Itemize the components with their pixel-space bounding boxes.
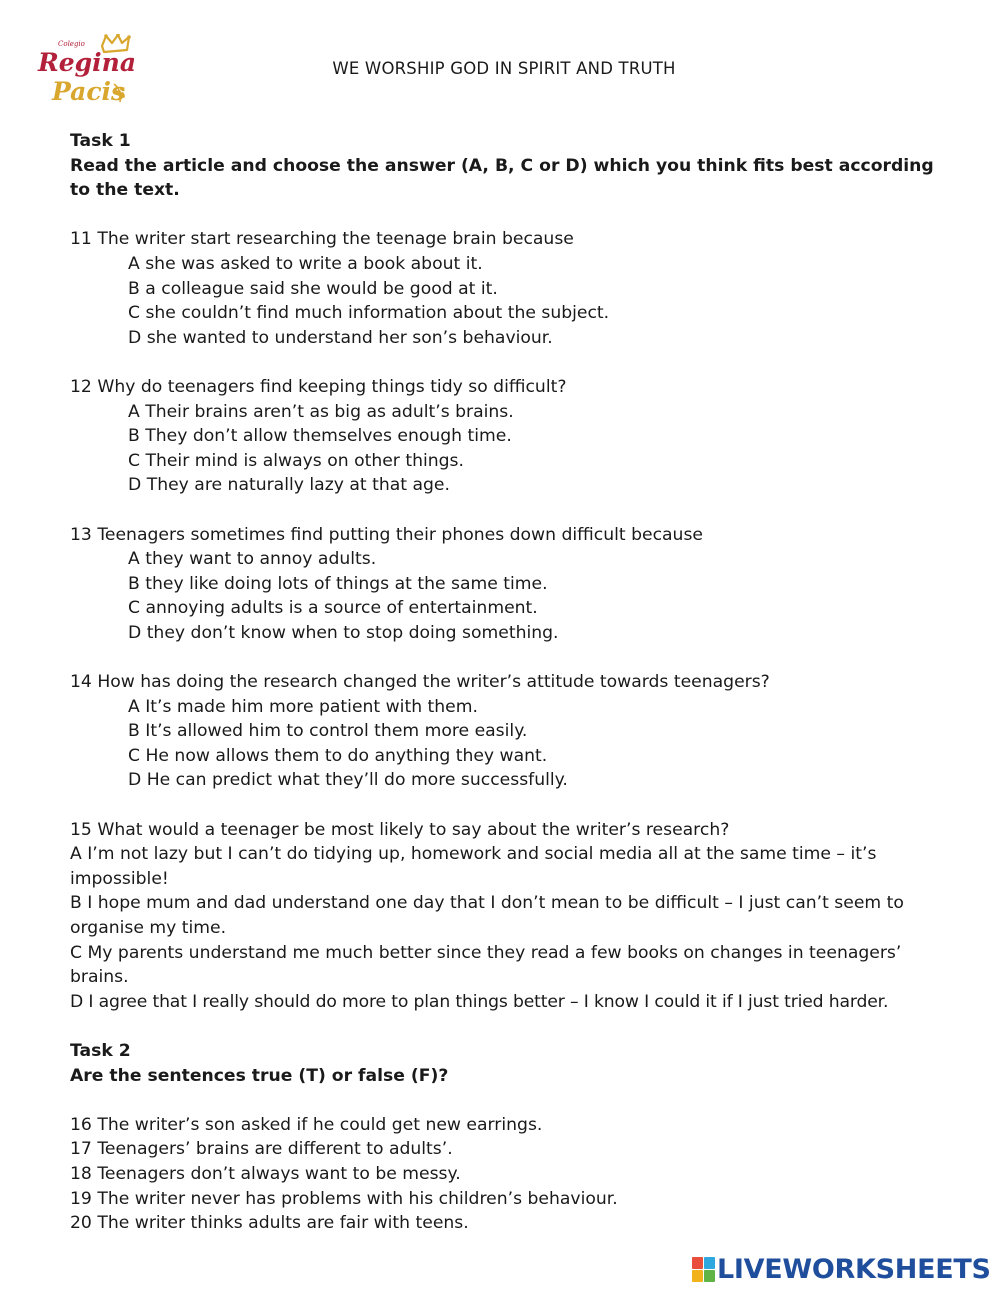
q12-option-a: A Their brains aren’t as big as adult’s brains. — [128, 401, 514, 422]
task1-instruction: Read the article and choose the answer (A, B, C or D) which you think fits best according to the text. — [70, 155, 934, 201]
q11-option-c: C she couldn’t find much information about the subject. — [128, 303, 610, 324]
q15-option-c: C My parents understand me much better since they read a few books on changes in teenagers’ brains. — [70, 942, 902, 988]
question-14: 14 How has doing the research changed the writer’s attitude towards teenagers? — [70, 672, 770, 693]
question-15: 15 What would a teenager be most likely to say about the writer’s research? — [70, 819, 730, 840]
liveworksheets-brand — [692, 1252, 991, 1286]
q11-option-d: D she wanted to understand her son’s behaviour. — [128, 327, 553, 348]
q13-option-a: A they want to annoy adults. — [128, 549, 377, 570]
q14-option-a: A It’s made him more patient with them. — [128, 696, 478, 717]
q14-option-b: B It’s allowed him to control them more easily. — [128, 721, 528, 742]
liveworksheets-wordmark: LIVEWORKSHEETS — [717, 1253, 991, 1285]
q12-option-d: D They are naturally lazy at that age. — [128, 475, 450, 496]
task1-title: Task 1 — [70, 131, 131, 151]
q13-option-c: C annoying adults is a source of entertainment. — [128, 598, 538, 619]
q13-option-b: B they like doing lots of things at the same time. — [128, 573, 548, 594]
task2-instruction: Are the sentences true (T) or false (F)? — [70, 1065, 449, 1086]
q11-option-b: B a colleague said she would be good at it. — [128, 278, 498, 299]
q15-option-a: A I’m not lazy but I can’t do tidying up, homework and social media all at the same time – it’s impossible! — [70, 844, 877, 889]
worksheet-content — [70, 129, 950, 1236]
statement-20: 20 The writer thinks adults are fair with teens. — [70, 1213, 469, 1234]
question-11: 11 The writer start researching the teenage brain because — [70, 229, 574, 250]
task2-title: Task 2 — [70, 1040, 131, 1061]
statement-16: 16 The writer’s son asked if he could get new earrings. — [70, 1114, 543, 1135]
statement-19: 19 The writer never has problems with his children’s behaviour. — [70, 1188, 618, 1209]
q11-option-a: A she was asked to write a book about it. — [128, 253, 483, 274]
question-12: 12 Why do teenagers find keeping things tidy so difficult? — [70, 376, 567, 397]
q14-option-d: D He can predict what they’ll do more successfully. — [128, 770, 568, 791]
logo-small-text: Colegio — [58, 40, 85, 48]
q15-option-b: B I hope mum and dad understand one day that I don’t mean to be difficult – I just can’t seem to organise my time. — [70, 893, 904, 938]
logo-name-line2: Pacis — [52, 77, 126, 106]
logo-name-line1: Regina — [38, 48, 134, 77]
q12-option-c: C Their mind is always on other things. — [128, 450, 464, 471]
statement-18: 18 Teenagers don’t always want to be messy. — [70, 1163, 461, 1184]
q12-option-b: B They don’t allow themselves enough time. — [128, 426, 512, 447]
liveworksheets-logo-icon — [692, 1257, 714, 1281]
statement-17: 17 Teenagers’ brains are different to adults’. — [70, 1139, 453, 1160]
q14-option-c: C He now allows them to do anything they want. — [128, 745, 548, 766]
school-motto: WE WORSHIP GOD IN SPIRIT AND TRUTH — [332, 59, 676, 78]
q13-option-d: D they don’t know when to stop doing something. — [128, 622, 559, 643]
question-13: 13 Teenagers sometimes find putting their phones down difficult because — [70, 524, 703, 545]
q15-option-d: D I agree that I really should do more to plan things better – I know I could it if I just tried harder. — [70, 991, 889, 1012]
